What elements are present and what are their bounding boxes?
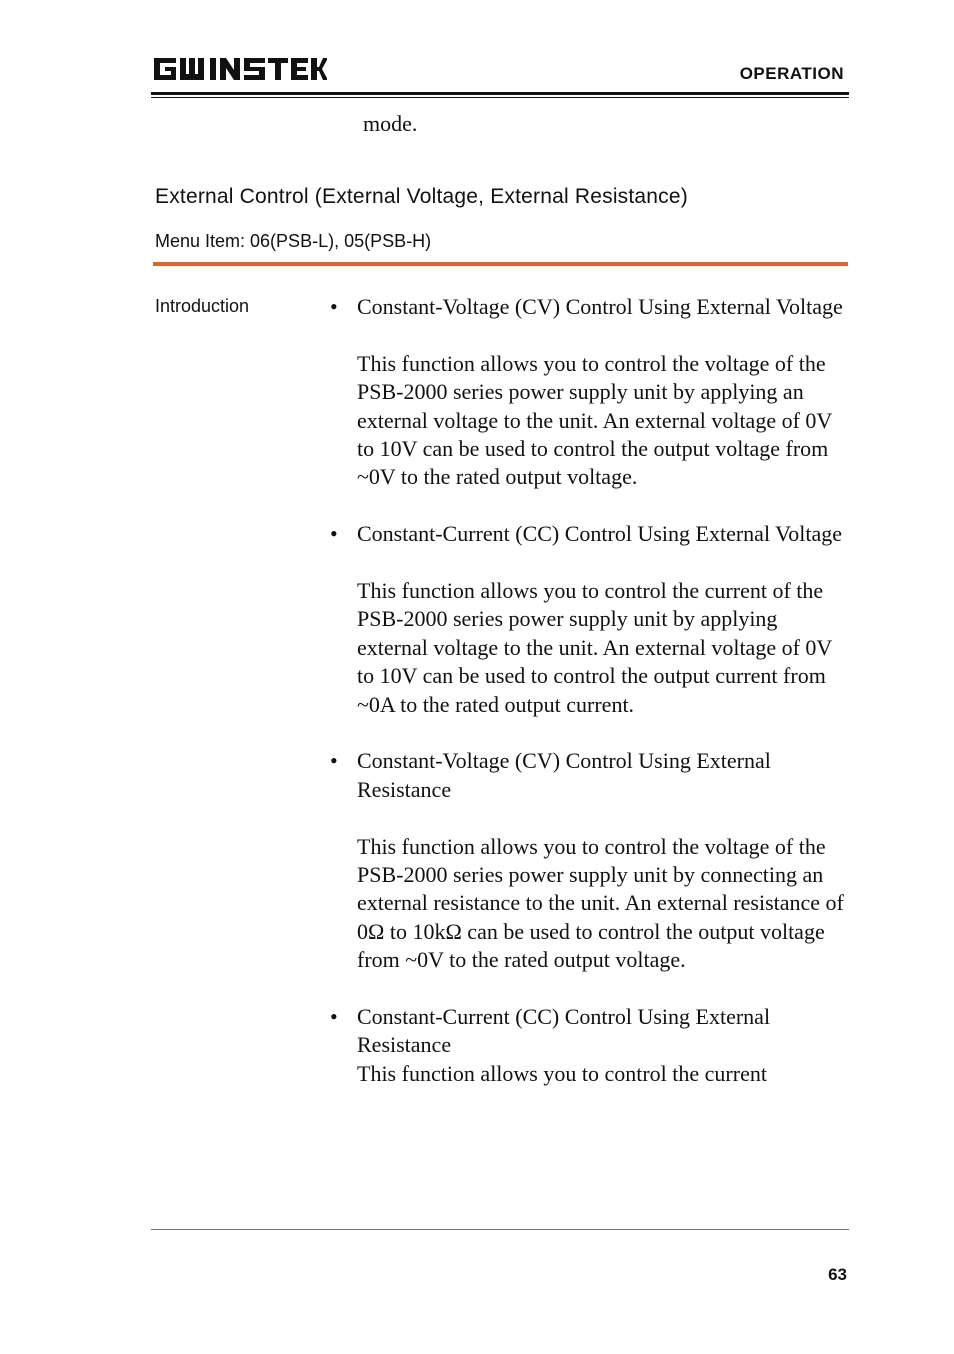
footer-rule: [151, 1229, 849, 1230]
item-description: This function allows you to control the current of the PSB-2000 series power supply unit by applying external voltage to the unit. An external voltage of 0V to 10V can be used to control the output current from ~0A to the rated output current.: [357, 578, 832, 717]
item-description: This function allows you to control the voltage of the PSB-2000 series power supply unit by connecting an external resistance to the unit. An external resistance of 0Ω to 10kΩ can be used to control the output voltage from ~0V to the rated output voltage.: [357, 833, 844, 973]
header-rule: [151, 92, 849, 95]
item-title: Constant-Current (CC) Control Using External Resistance: [357, 1004, 771, 1058]
item-title: Constant-Voltage (CV) Control Using External Resistance: [357, 748, 771, 802]
list-item: [330, 520, 848, 719]
header-rule-thin: [151, 97, 849, 98]
list-item: [330, 747, 848, 974]
list-item: [330, 1003, 848, 1088]
introduction-label: Introduction: [155, 296, 250, 316]
bullet-icon: •: [330, 521, 338, 547]
page-number: 63: [828, 1265, 847, 1284]
continued-text: mode.: [363, 111, 418, 136]
item-description: This function allows you to control the current: [357, 1060, 767, 1086]
bullet-icon: •: [330, 748, 338, 774]
item-title: Constant-Current (CC) Control Using External Voltage: [357, 521, 842, 547]
heading-rule: [153, 262, 848, 266]
list-item: [330, 293, 848, 492]
menu-item-label: Menu Item: 06(PSB-L), 05(PSB-H): [155, 231, 432, 251]
bullet-icon: •: [330, 294, 338, 319]
bullet-icon: •: [330, 1004, 338, 1030]
item-description: This function allows you to control the voltage of the PSB-2000 series power supply unit by applying an external voltage to the unit. An external voltage of 0V to 10V can be used to control the output voltage from ~0V to the rated output voltage.: [357, 350, 832, 490]
gw-instek-logo: [152, 54, 327, 84]
section-label: OPERATION: [739, 64, 844, 83]
section-heading: External Control (External Voltage, External Resistance): [155, 185, 688, 208]
introduction-content: [330, 293, 848, 1088]
item-title: Constant-Voltage (CV) Control Using External Voltage: [357, 294, 843, 319]
